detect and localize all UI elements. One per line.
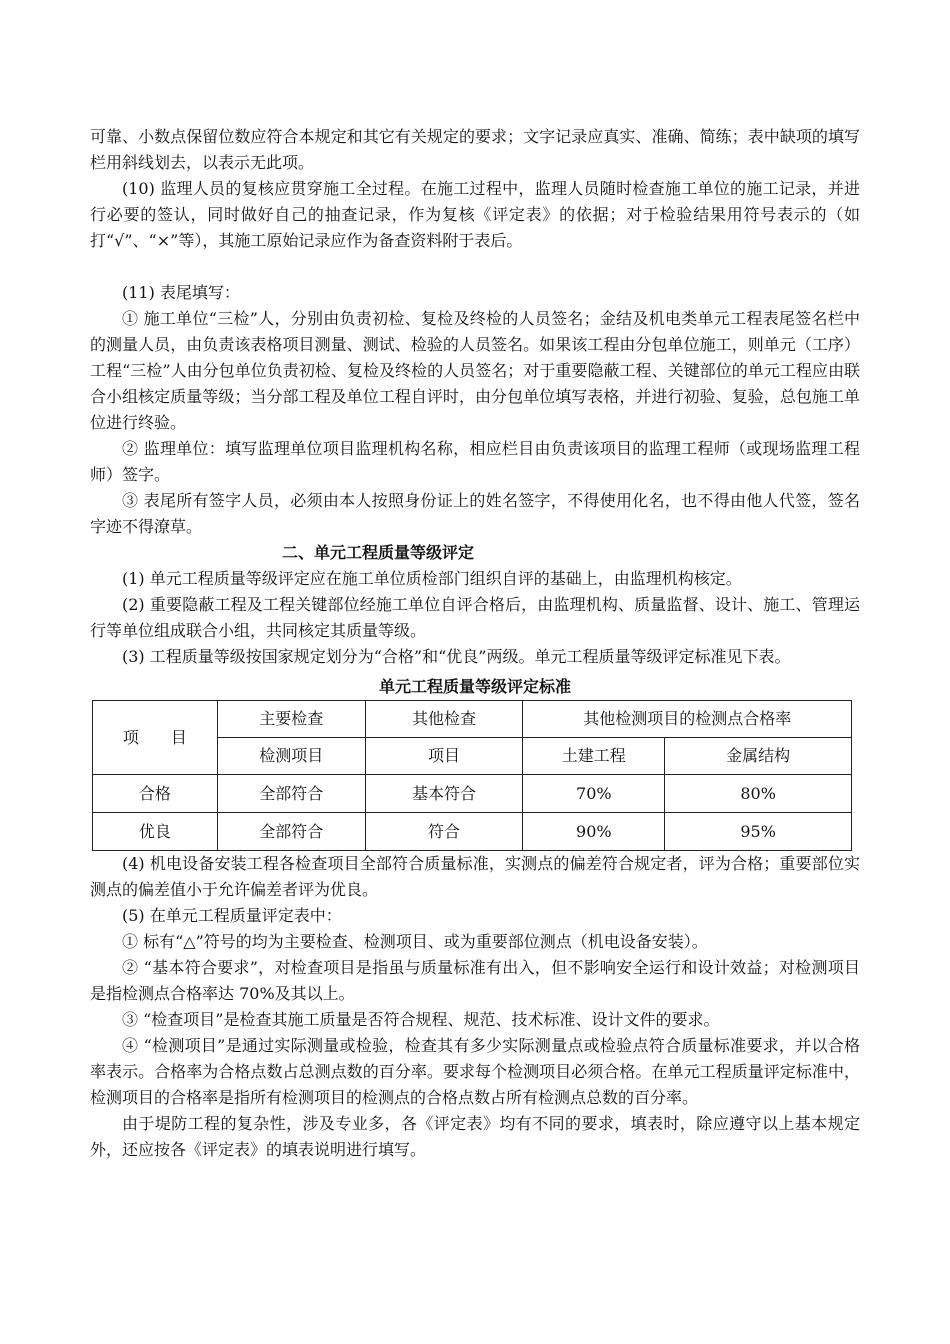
blank-line <box>90 254 860 280</box>
paragraph-s2-3: (3) 工程质量等级按国家规定划分为“合格”和“优良”两级。单元工程质量等级评定标准见下表。 <box>122 647 791 666</box>
cell-metal: 95% <box>665 813 852 851</box>
paragraph-11-item-1: ① 施工单位“三检”人，分别由负责初检、复检及终检的人员签名；金结及机电类单元工程表尾签名栏中的测量人员，由负责该表格项目测量、测试、检验的人员签名。如果该工程由分包单位施工，则单元（工序）工程“三检”人由分包单位负责初检、复检及终检的人员签名；对于重要隐蔽工程、关键部位的单元工程应由联合小组核定质量等级；当分部工程及单位工程自评时，由分包单位填写表格，并进行初验、复验，总包施工单位进行终验。 <box>90 309 860 432</box>
header-metal: 金属结构 <box>665 738 852 775</box>
header-main-check-line2: 检测项目 <box>217 738 365 775</box>
paragraph-s2-1: (1) 单元工程质量等级评定应在施工单位质检部门组织自评的基础上，由监理机构核定。 <box>122 569 742 588</box>
cell-civil: 90% <box>523 813 665 851</box>
paragraph-s2-2: (2) 重要隐蔽工程及工程关键部位经施工单位自评合格后，由监理机构、质量监督、设计、施工、管理运行等单位组成联合小组，共同核定其质量等级。 <box>90 595 860 640</box>
cell-grade: 优良 <box>93 813 218 851</box>
header-main-check-line1: 主要检查 <box>217 701 365 738</box>
grade-standard-table <box>92 700 852 851</box>
paragraph-closing: 由于堤防工程的复杂性，涉及专业多，各《评定表》均有不同的要求，填表时，除应遵守以上基本规定外，还应按各《评定表》的填表说明进行填写。 <box>90 1114 860 1159</box>
cell-main: 全部符合 <box>217 813 365 851</box>
paragraph-11-item-2: ② 监理单位：填写监理单位项目监理机构名称，相应栏目由负责该项目的监理工程师（或现场监理工程师）签字。 <box>90 439 860 484</box>
table-row <box>93 775 852 813</box>
paragraph-11-item-3: ③ 表尾所有签字人员，必须由本人按照身份证上的姓名签字，不得使用化名，也不得由他人代签，签名字迹不得潦草。 <box>90 491 860 536</box>
cell-civil: 70% <box>523 775 665 813</box>
paragraph-11: (11) 表尾填写： <box>122 283 240 302</box>
cell-other: 基本符合 <box>365 775 523 813</box>
header-rate-group: 其他检测项目的检测点合格率 <box>523 701 852 738</box>
header-item: 项 目 <box>93 701 218 775</box>
paragraph-10: (10) 监理人员的复核应贯穿施工全过程。在施工过程中，监理人员随时检查施工单位的施工记录，并进行必要的签认，同时做好自己的抽查记录，作为复核《评定表》的依据；对于检验结果用符号表示的（如打“√”、“×”等），其施工原始记录应作为备查资料附于表后。 <box>90 179 860 250</box>
document-body <box>90 124 860 1163</box>
table-row <box>93 813 852 851</box>
paragraph-s2-5: (5) 在单元工程质量评定表中： <box>122 906 342 925</box>
paragraph-s2-4: (4) 机电设备安装工程各检查项目全部符合质量标准，实测点的偏差符合规定者，评为合格；重要部位实测点的偏差值小于允许偏差者评为优良。 <box>90 854 860 899</box>
cell-grade: 合格 <box>93 775 218 813</box>
header-other-check-line1: 其他检查 <box>365 701 523 738</box>
paragraph-s2-5-item-3: ③ “检查项目”是检查其施工质量是否符合规程、规范、技术标准、设计文件的要求。 <box>122 1010 720 1029</box>
paragraph-continuation: 可靠、小数点保留位数应符合本规定和其它有关规定的要求；文字记录应真实、准确、简练；表中缺项的填写栏用斜线划去，以表示无此项。 <box>90 127 860 172</box>
paragraph-s2-5-item-2: ② “基本符合要求”，对检查项目是指虽与质量标准有出入，但不影响安全运行和设计效益；对检测项目是指检测点合格率达 70%及其以上。 <box>90 958 860 1003</box>
paragraph-s2-5-item-4: ④ “检测项目”是通过实际测量或检验，检查其有多少实际测量点或检验点符合质量标准要求，并以合格率表示。合格率为合格点数占总测点数的百分率。要求每个检测项目必须合格。在单元工程质量评定标准中，检测项目的合格率是指所有检测项目的检测点的合格点数占所有检测点总数的百分率。 <box>90 1036 860 1107</box>
cell-metal: 80% <box>665 775 852 813</box>
table-header-row-1 <box>93 701 852 738</box>
section-title: 二、单元工程质量等级评定 <box>282 543 475 562</box>
table-title: 单元工程质量等级评定标准 <box>378 677 571 696</box>
paragraph-s2-5-item-1: ① 标有“△”符号的均为主要检查、检测项目、或为重要部位测点（机电设备安装）。 <box>122 932 708 951</box>
cell-other: 符合 <box>365 813 523 851</box>
cell-main: 全部符合 <box>217 775 365 813</box>
header-civil: 土建工程 <box>523 738 665 775</box>
header-other-check-line2: 项目 <box>365 738 523 775</box>
